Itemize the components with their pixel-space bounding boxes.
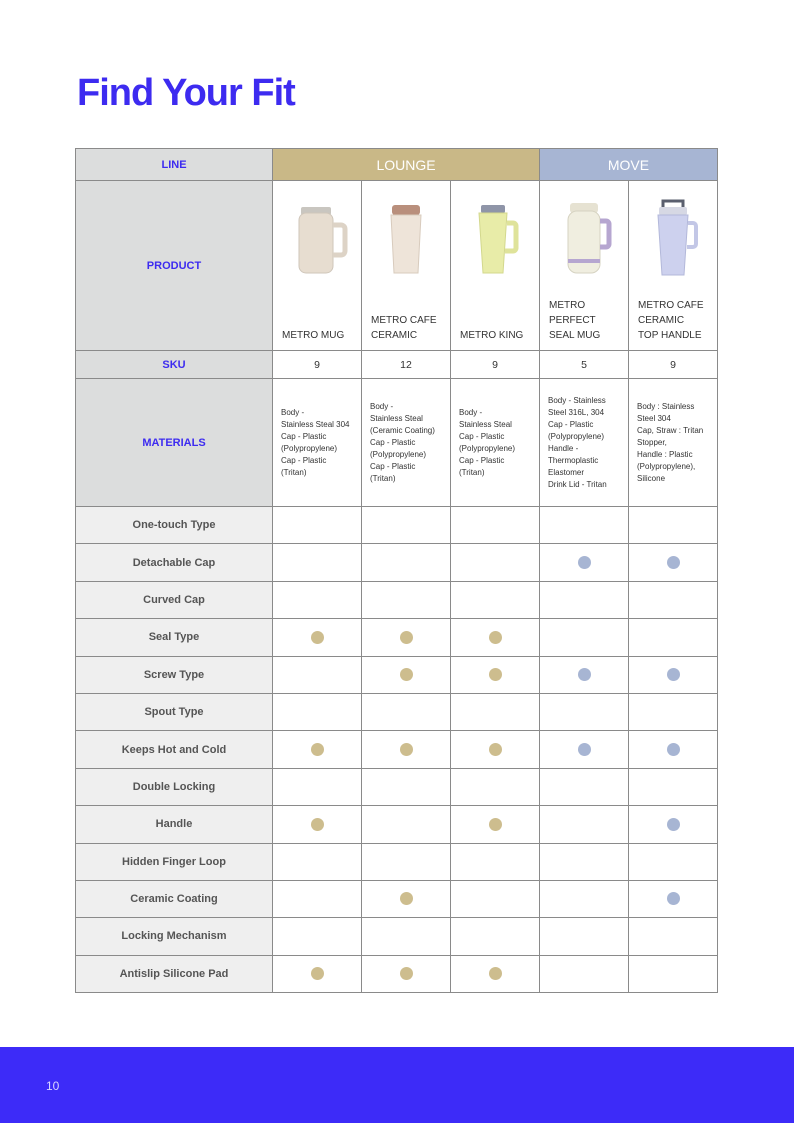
feature-cell (451, 918, 540, 955)
feature-cell (451, 656, 540, 693)
feature-cell (362, 731, 451, 768)
product-cell (629, 181, 718, 351)
feature-cell (629, 656, 718, 693)
check-dot-icon (578, 743, 591, 756)
top-handle-tumbler-icon (639, 193, 707, 283)
feature-label: Curved Cap (76, 581, 273, 618)
comparison-table (75, 148, 718, 993)
feature-cell (362, 544, 451, 581)
feature-cell (362, 806, 451, 843)
feature-label: Screw Type (76, 656, 273, 693)
product-cell (273, 181, 362, 351)
feature-cell (540, 731, 629, 768)
feature-cell (629, 843, 718, 880)
check-dot-icon (489, 743, 502, 756)
feature-cell (273, 955, 362, 992)
feature-cell (273, 656, 362, 693)
feature-cell (273, 581, 362, 618)
feature-row (76, 544, 718, 581)
feature-cell (540, 656, 629, 693)
product-name: METRO KING (460, 330, 524, 341)
feature-cell (362, 880, 451, 917)
feature-cell (540, 806, 629, 843)
feature-label: Hidden Finger Loop (76, 843, 273, 880)
check-dot-icon (311, 743, 324, 756)
feature-cell (629, 544, 718, 581)
feature-row (76, 880, 718, 917)
materials-text: Body - Stainless Steal 304 Cap - Plastic (Polypropylene) Cap - Plastic (Tritan) (273, 379, 362, 507)
product-cell (451, 181, 540, 351)
feature-cell (451, 955, 540, 992)
feature-cell (629, 880, 718, 917)
feature-cell (629, 581, 718, 618)
feature-cell (451, 880, 540, 917)
feature-cell (540, 619, 629, 656)
check-dot-icon (667, 818, 680, 831)
materials-text: Body - Stainless Steal Cap - Plastic (Polypropylene) Cap - Plastic (Tritan) (451, 379, 540, 507)
feature-row (76, 619, 718, 656)
feature-cell (273, 768, 362, 805)
feature-row (76, 507, 718, 544)
feature-cell (540, 507, 629, 544)
product-row (76, 181, 718, 351)
feature-label: Antislip Silicone Pad (76, 955, 273, 992)
feature-cell (273, 806, 362, 843)
feature-row (76, 955, 718, 992)
feature-cell (273, 544, 362, 581)
feature-cell (362, 918, 451, 955)
feature-row (76, 918, 718, 955)
check-dot-icon (667, 892, 680, 905)
feature-label: Detachable Cap (76, 544, 273, 581)
materials-text: Body : Stainless Steel 304 Cap, Straw : Tritan Stopper, Handle : Plastic (Polypropylene), Silicone (629, 379, 718, 507)
sku-value: 12 (362, 351, 451, 379)
feature-cell (451, 619, 540, 656)
feature-cell (540, 880, 629, 917)
feature-label: One-touch Type (76, 507, 273, 544)
feature-cell (362, 656, 451, 693)
feature-cell (273, 918, 362, 955)
feature-cell (362, 768, 451, 805)
sku-value: 9 (451, 351, 540, 379)
feature-cell (451, 731, 540, 768)
feature-cell (629, 731, 718, 768)
product-label: PRODUCT (76, 181, 273, 351)
feature-cell (451, 507, 540, 544)
page-title: Find Your Fit (77, 72, 295, 114)
feature-label: Handle (76, 806, 273, 843)
tumbler-handle-icon (461, 193, 529, 283)
feature-label: Ceramic Coating (76, 880, 273, 917)
product-name: METRO MUG (282, 330, 345, 341)
feature-label: Locking Mechanism (76, 918, 273, 955)
check-dot-icon (489, 668, 502, 681)
feature-row (76, 693, 718, 730)
check-dot-icon (400, 668, 413, 681)
materials-text: Body - Stainless Steal (Ceramic Coating) Cap - Plastic (Polypropylene) Cap - Plastic (Tritan) (362, 379, 451, 507)
feature-cell (451, 806, 540, 843)
feature-cell (362, 955, 451, 992)
feature-cell (629, 955, 718, 992)
check-dot-icon (311, 818, 324, 831)
check-dot-icon (667, 668, 680, 681)
check-dot-icon (311, 967, 324, 980)
group-move: MOVE (540, 149, 718, 181)
feature-cell (273, 880, 362, 917)
feature-cell (540, 693, 629, 730)
feature-cell (451, 843, 540, 880)
check-dot-icon (400, 631, 413, 644)
check-dot-icon (489, 818, 502, 831)
check-dot-icon (667, 743, 680, 756)
feature-label: Double Locking (76, 768, 273, 805)
check-dot-icon (400, 892, 413, 905)
materials-text: Body - Stainless Steel 316L, 304 Cap - Plastic (Polypropylene) Handle - Thermoplastic Elastomer Drink Lid - Tritan (540, 379, 629, 507)
feature-cell (629, 768, 718, 805)
feature-row (76, 656, 718, 693)
feature-cell (540, 768, 629, 805)
feature-cell (629, 619, 718, 656)
feature-cell (362, 693, 451, 730)
group-lounge: LOUNGE (273, 149, 540, 181)
materials-label: MATERIALS (76, 379, 273, 507)
check-dot-icon (311, 631, 324, 644)
check-dot-icon (400, 967, 413, 980)
feature-label: Keeps Hot and Cold (76, 731, 273, 768)
page-number: 10 (46, 1079, 60, 1093)
line-label: LINE (76, 149, 273, 181)
tumbler-icon (372, 193, 440, 283)
feature-cell (273, 731, 362, 768)
product-name: METRO CAFE CERAMIC TOP HANDLE (638, 300, 704, 341)
check-dot-icon (489, 967, 502, 980)
sku-value: 9 (273, 351, 362, 379)
feature-cell (451, 768, 540, 805)
feature-cell (362, 619, 451, 656)
feature-cell (629, 806, 718, 843)
feature-cell (540, 843, 629, 880)
check-dot-icon (667, 556, 680, 569)
feature-row (76, 731, 718, 768)
feature-cell (540, 581, 629, 618)
feature-cell (629, 693, 718, 730)
check-dot-icon (578, 556, 591, 569)
feature-label: Seal Type (76, 619, 273, 656)
feature-cell (451, 544, 540, 581)
product-name: METRO CAFE CERAMIC (371, 315, 437, 341)
check-dot-icon (578, 668, 591, 681)
feature-label: Spout Type (76, 693, 273, 730)
feature-cell (540, 544, 629, 581)
feature-cell (540, 955, 629, 992)
feature-row (76, 843, 718, 880)
materials-row (76, 379, 718, 507)
sku-row (76, 351, 718, 379)
feature-cell (629, 507, 718, 544)
sku-value: 9 (629, 351, 718, 379)
feature-cell (273, 843, 362, 880)
feature-cell (540, 918, 629, 955)
product-name: METRO PERFECT SEAL MUG (549, 300, 601, 341)
check-dot-icon (489, 631, 502, 644)
feature-cell (451, 581, 540, 618)
feature-row (76, 581, 718, 618)
sku-value: 5 (540, 351, 629, 379)
check-dot-icon (400, 743, 413, 756)
feature-cell (273, 619, 362, 656)
mug-icon (283, 193, 351, 283)
feature-cell (362, 843, 451, 880)
feature-row (76, 806, 718, 843)
feature-cell (629, 918, 718, 955)
feature-row (76, 768, 718, 805)
line-row (76, 149, 718, 181)
feature-cell (273, 693, 362, 730)
feature-cell (362, 581, 451, 618)
feature-cell (451, 693, 540, 730)
product-cell (362, 181, 451, 351)
feature-cell (273, 507, 362, 544)
product-cell (540, 181, 629, 351)
feature-cell (362, 507, 451, 544)
sku-label: SKU (76, 351, 273, 379)
footer-bar (0, 1047, 794, 1123)
seal-mug-icon (550, 193, 618, 283)
